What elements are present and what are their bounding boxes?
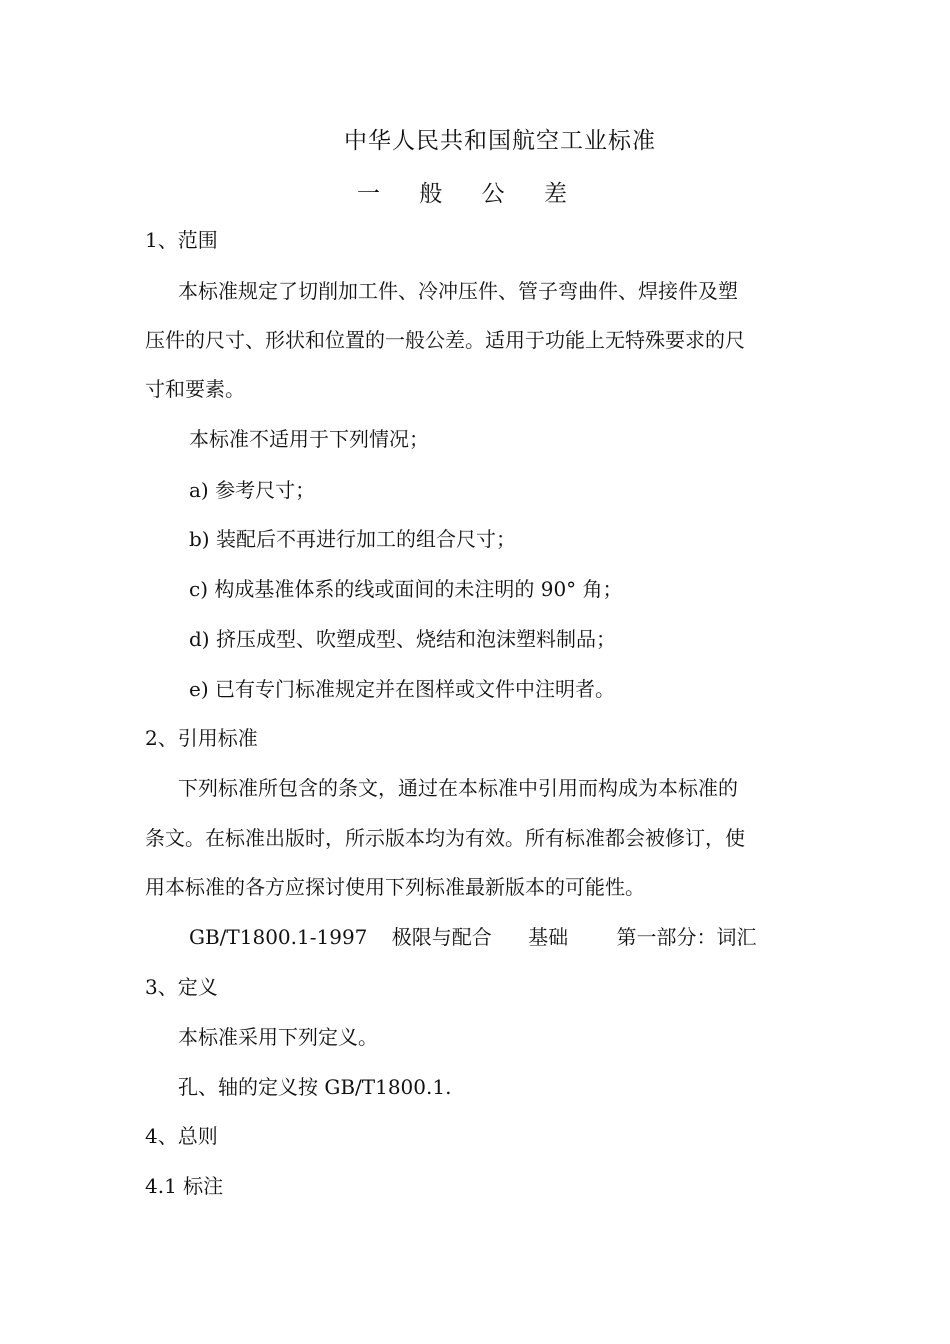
list-item: e) 已有专门标准规定并在图样或文件中注明者。 xyxy=(189,677,615,701)
standard-name-part-3: 第一部分：词汇 xyxy=(616,925,757,949)
referenced-standard xyxy=(189,923,756,951)
reference-paragraph-line-1: 下列标准所包含的条文，通过在本标准中引用而构成为本标准的 xyxy=(178,776,738,800)
section-1-heading: 1、范围 xyxy=(145,228,218,252)
section-4-1-heading: 4.1 标注 xyxy=(145,1174,224,1198)
section-3-heading: 3、定义 xyxy=(145,975,218,999)
list-item: b) 装配后不再进行加工的组合尺寸； xyxy=(189,527,516,551)
section-4-heading: 4、总则 xyxy=(145,1124,218,1148)
exclusion-intro: 本标准不适用于下列情况； xyxy=(189,427,429,451)
standard-name-part-2: 基础 xyxy=(528,925,569,949)
reference-paragraph-line-3: 用本标准的各方应探讨使用下列标准最新版本的可能性。 xyxy=(145,875,645,899)
section-2-heading: 2、引用标准 xyxy=(145,726,258,750)
definition-hole-shaft: 孔、轴的定义按 GB/T1800.1. xyxy=(178,1075,452,1099)
document-subtitle: 一 般 公 差 xyxy=(357,181,583,207)
list-item: c) 构成基准体系的线或面间的未注明的 90° 角； xyxy=(189,577,623,601)
standard-name-part-1: 极限与配合 xyxy=(391,925,492,949)
scope-paragraph-line-1: 本标准规定了切削加工件、冷冲压件、管子弯曲件、焊接件及塑 xyxy=(178,279,738,303)
reference-paragraph-line-2: 条文。在标准出版时，所示版本均为有效。所有标准都会被修订，使 xyxy=(145,826,745,850)
document-title: 中华人民共和国航空工业标准 xyxy=(344,128,656,154)
definition-intro: 本标准采用下列定义。 xyxy=(178,1025,378,1049)
list-item: a) 参考尺寸； xyxy=(189,478,316,502)
list-item: d) 挤压成型、吹塑成型、烧结和泡沫塑料制品； xyxy=(189,627,616,651)
standard-code: GB/T1800.1-1997 xyxy=(189,925,368,949)
scope-paragraph-line-2: 压件的尺寸、形状和位置的一般公差。适用于功能上无特殊要求的尺 xyxy=(145,328,745,352)
scope-paragraph-line-3: 寸和要素。 xyxy=(145,377,245,401)
